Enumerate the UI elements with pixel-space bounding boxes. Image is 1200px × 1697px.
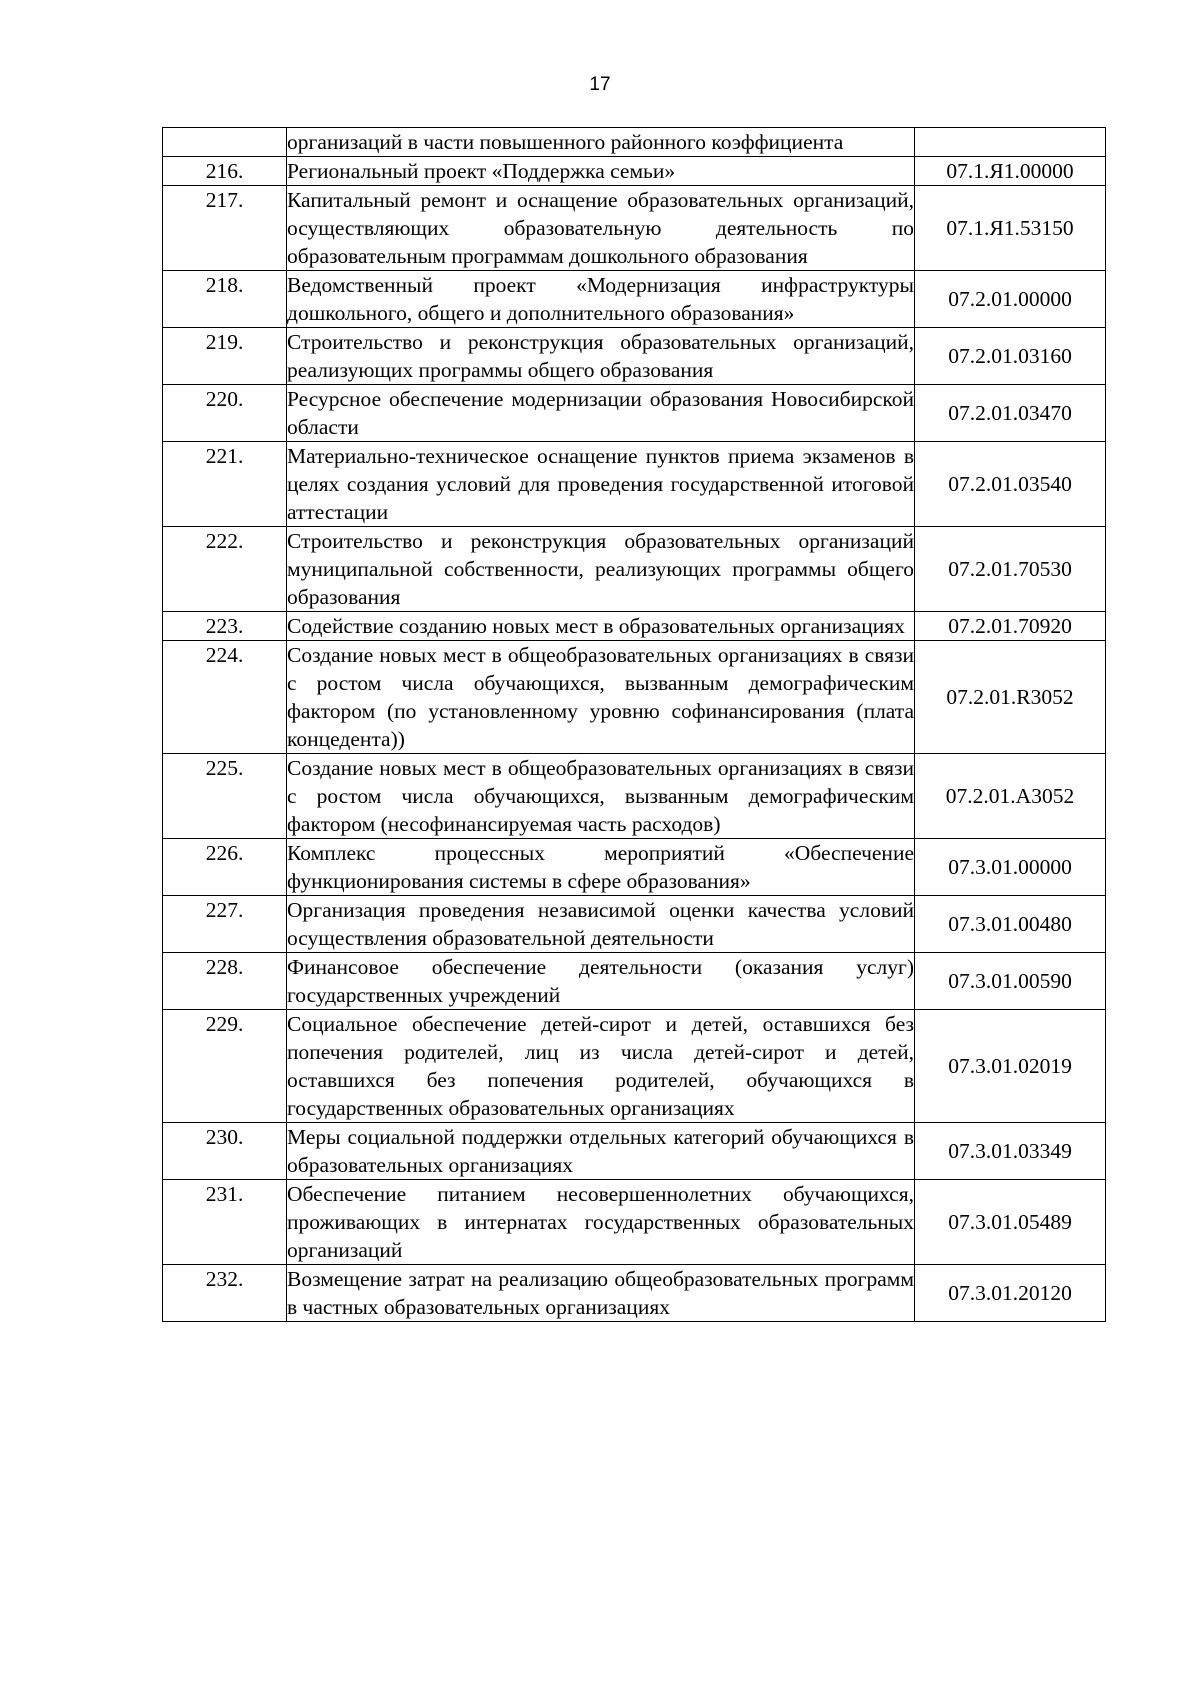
- row-code: 07.2.01.03470: [915, 385, 1106, 442]
- table-row: [163, 839, 1106, 896]
- row-number: 218.: [163, 271, 287, 328]
- row-code: 07.1.Я1.53150: [915, 186, 1106, 271]
- row-code: [915, 128, 1106, 157]
- row-code: 07.1.Я1.00000: [915, 157, 1106, 186]
- row-code: 07.3.01.05489: [915, 1180, 1106, 1265]
- row-number: 217.: [163, 186, 287, 271]
- row-name: Социальное обеспечение детей-сирот и детей, оставшихся без попечения родителей, лиц из числа детей-сирот и детей, оставшихся без попечения родителей, обучающихся в государственных образовательных организациях: [287, 1010, 915, 1123]
- row-name: Финансовое обеспечение деятельности (оказания услуг) государственных учреждений: [287, 953, 915, 1010]
- row-name: Создание новых мест в общеобразовательных организациях в связи с ростом числа обучающихся, вызванным демографическим фактором (несофинансируемая часть расходов): [287, 754, 915, 839]
- classification-table: [162, 127, 1106, 1322]
- row-number: 230.: [163, 1123, 287, 1180]
- row-name: Капитальный ремонт и оснащение образовательных организаций, осуществляющих образовательную деятельность по образовательным программам дошкольного образования: [287, 186, 915, 271]
- row-number: 221.: [163, 442, 287, 527]
- row-code: 07.2.01.03540: [915, 442, 1106, 527]
- table-row: [163, 754, 1106, 839]
- table-row: [163, 385, 1106, 442]
- row-name: организаций в части повышенного районного коэффициента: [287, 128, 915, 157]
- table-row: [163, 328, 1106, 385]
- row-number: 232.: [163, 1265, 287, 1322]
- row-name: Строительство и реконструкция образовательных организаций муниципальной собственности, реализующих программы общего образования: [287, 527, 915, 612]
- row-name: Ведомственный проект «Модернизация инфраструктуры дошкольного, общего и дополнительного образования»: [287, 271, 915, 328]
- table-row: [163, 442, 1106, 527]
- row-code: 07.3.01.02019: [915, 1010, 1106, 1123]
- row-number: 226.: [163, 839, 287, 896]
- row-name: Ресурсное обеспечение модернизации образования Новосибирской области: [287, 385, 915, 442]
- table-row: [163, 1010, 1106, 1123]
- table-row: [163, 641, 1106, 754]
- row-code: 07.3.01.03349: [915, 1123, 1106, 1180]
- table-row: [163, 1180, 1106, 1265]
- row-name: Материально-техническое оснащение пунктов приема экзаменов в целях создания условий для проведения государственной итоговой аттестации: [287, 442, 915, 527]
- row-number: 225.: [163, 754, 287, 839]
- row-code: 07.3.01.20120: [915, 1265, 1106, 1322]
- table-row: [163, 612, 1106, 641]
- row-name: Создание новых мест в общеобразовательных организациях в связи с ростом числа обучающихся, вызванным демографическим фактором (по установленному уровню софинансирования (плата концедента)): [287, 641, 915, 754]
- row-number: 229.: [163, 1010, 287, 1123]
- row-code: 07.3.01.00480: [915, 896, 1106, 953]
- row-number: 223.: [163, 612, 287, 641]
- table-row: [163, 1123, 1106, 1180]
- table-row: [163, 128, 1106, 157]
- table-row: [163, 271, 1106, 328]
- row-number: 220.: [163, 385, 287, 442]
- row-number: 224.: [163, 641, 287, 754]
- row-number: 222.: [163, 527, 287, 612]
- row-code: 07.2.01.70530: [915, 527, 1106, 612]
- table-row: [163, 186, 1106, 271]
- row-name: Организация проведения независимой оценки качества условий осуществления образовательной деятельности: [287, 896, 915, 953]
- row-number: 219.: [163, 328, 287, 385]
- row-name: Строительство и реконструкция образовательных организаций, реализующих программы общего образования: [287, 328, 915, 385]
- row-name: Комплекс процессных мероприятий «Обеспечение функционирования системы в сфере образования»: [287, 839, 915, 896]
- row-number: 231.: [163, 1180, 287, 1265]
- row-code: 07.2.01.А3052: [915, 754, 1106, 839]
- page-number: 17: [589, 74, 611, 95]
- row-number: [163, 128, 287, 157]
- row-name: Обеспечение питанием несовершеннолетних обучающихся, проживающих в интернатах государственных образовательных организаций: [287, 1180, 915, 1265]
- table-row: [163, 953, 1106, 1010]
- row-name: Содействие созданию новых мест в образовательных организациях: [287, 612, 915, 641]
- row-code: 07.2.01.70920: [915, 612, 1106, 641]
- table-row: [163, 896, 1106, 953]
- table-row: [163, 157, 1106, 186]
- row-name: Региональный проект «Поддержка семьи»: [287, 157, 915, 186]
- row-code: 07.2.01.R3052: [915, 641, 1106, 754]
- table-row: [163, 527, 1106, 612]
- row-number: 227.: [163, 896, 287, 953]
- row-name: Меры социальной поддержки отдельных категорий обучающихся в образовательных организациях: [287, 1123, 915, 1180]
- table-body: [163, 128, 1106, 1322]
- row-number: 216.: [163, 157, 287, 186]
- row-code: 07.2.01.00000: [915, 271, 1106, 328]
- row-code: 07.3.01.00590: [915, 953, 1106, 1010]
- row-code: 07.3.01.00000: [915, 839, 1106, 896]
- table-row: [163, 1265, 1106, 1322]
- row-name: Возмещение затрат на реализацию общеобразовательных программ в частных образовательных организациях: [287, 1265, 915, 1322]
- row-number: 228.: [163, 953, 287, 1010]
- row-code: 07.2.01.03160: [915, 328, 1106, 385]
